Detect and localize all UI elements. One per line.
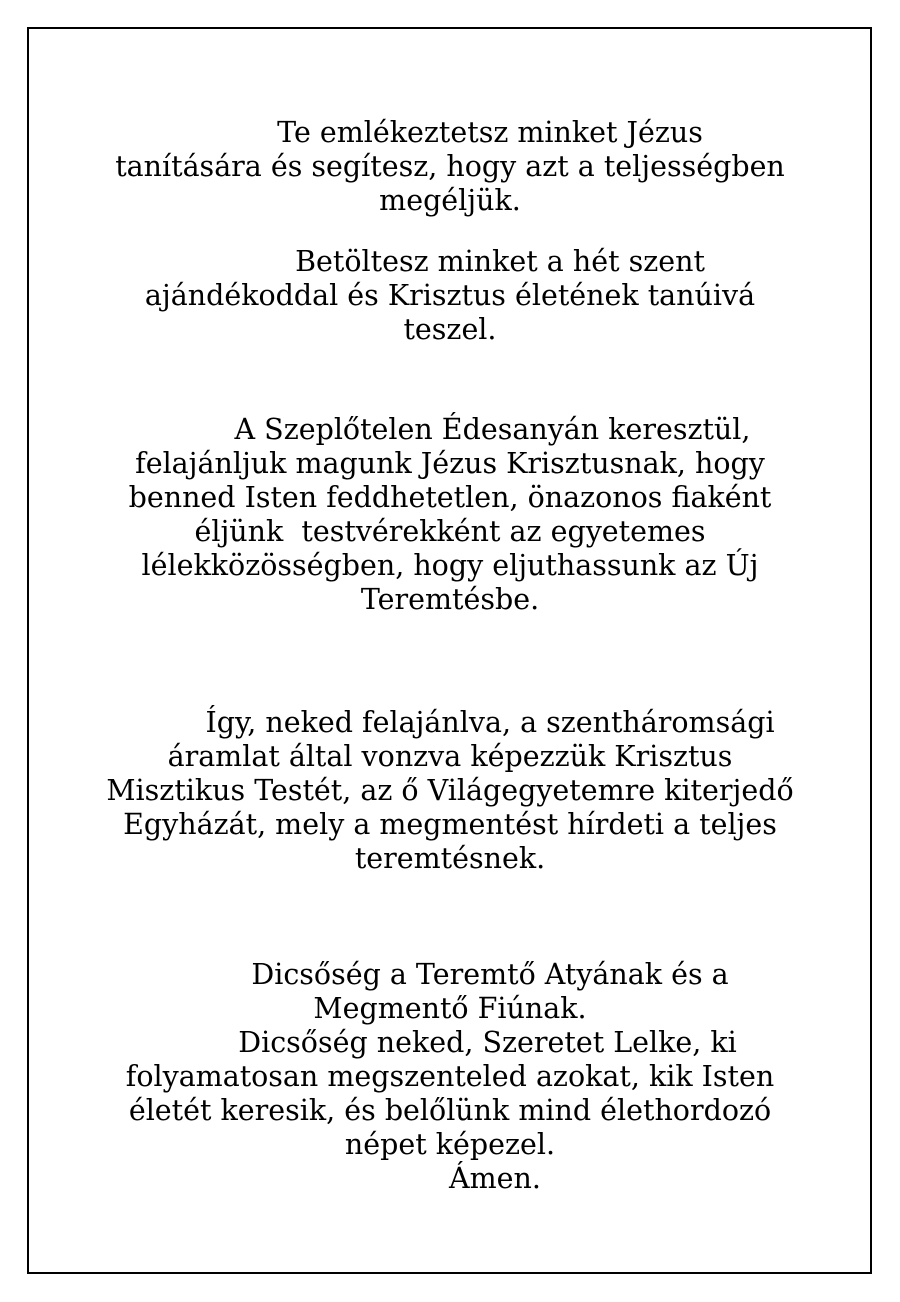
text-line: Te emlékeztetsz minket Jézus xyxy=(277,116,703,149)
text-line: Egyházát, mely a megmentést hírdeti a teljes xyxy=(123,808,777,841)
text-line: Megmentő Fiúnak. xyxy=(313,992,587,1025)
text-line: népet képezel. xyxy=(344,1128,556,1161)
paragraph-1 xyxy=(0,116,900,218)
text-line: éljünk testvérekként az egyetemes xyxy=(194,515,706,548)
text-line: Dicsőség neked, Szeretet Lelke, ki xyxy=(238,1026,737,1059)
amen-line: Ámen. xyxy=(449,1162,541,1195)
text-line: tanítására és segítesz, hogy azt a teljességben xyxy=(115,150,785,183)
text-line: teszel. xyxy=(403,313,497,346)
text-line: életét keresik, és belőlünk mind élethordozó xyxy=(128,1094,772,1127)
text-line: benned Isten feddhetetlen, önazonos fiaként xyxy=(128,481,772,514)
text-line: teremtésnek. xyxy=(354,842,546,875)
text-line: Így, neked felajánlva, a szentháromsági xyxy=(205,706,775,739)
text-line: A Szeplőtelen Édesanyán keresztül, xyxy=(234,413,751,446)
paragraph-2 xyxy=(0,245,900,347)
text-line: Misztikus Testét, az ő Világegyetemre kiterjedő xyxy=(106,774,794,807)
text-line: megéljük. xyxy=(379,184,521,217)
text-line: ajándékoddal és Krisztus életének tanúivá xyxy=(144,279,756,312)
text-line: lélekközösségben, hogy eljuthassunk az Új xyxy=(141,549,759,582)
text-line: Teremtésbe. xyxy=(360,583,540,616)
text-line: felajánljuk magunk Jézus Krisztusnak, hogy xyxy=(135,447,765,480)
paragraph-4 xyxy=(0,706,900,876)
paragraph-5 xyxy=(0,958,900,1196)
text-line: folyamatosan megszenteled azokat, kik Isten xyxy=(125,1060,775,1093)
text-line: áramlat által vonzva képezzük Krisztus xyxy=(167,740,733,773)
paragraph-3 xyxy=(0,413,900,617)
text-line: Betöltesz minket a hét szent xyxy=(295,245,705,278)
text-line: Dicsőség a Teremtő Atyának és a xyxy=(251,958,729,991)
